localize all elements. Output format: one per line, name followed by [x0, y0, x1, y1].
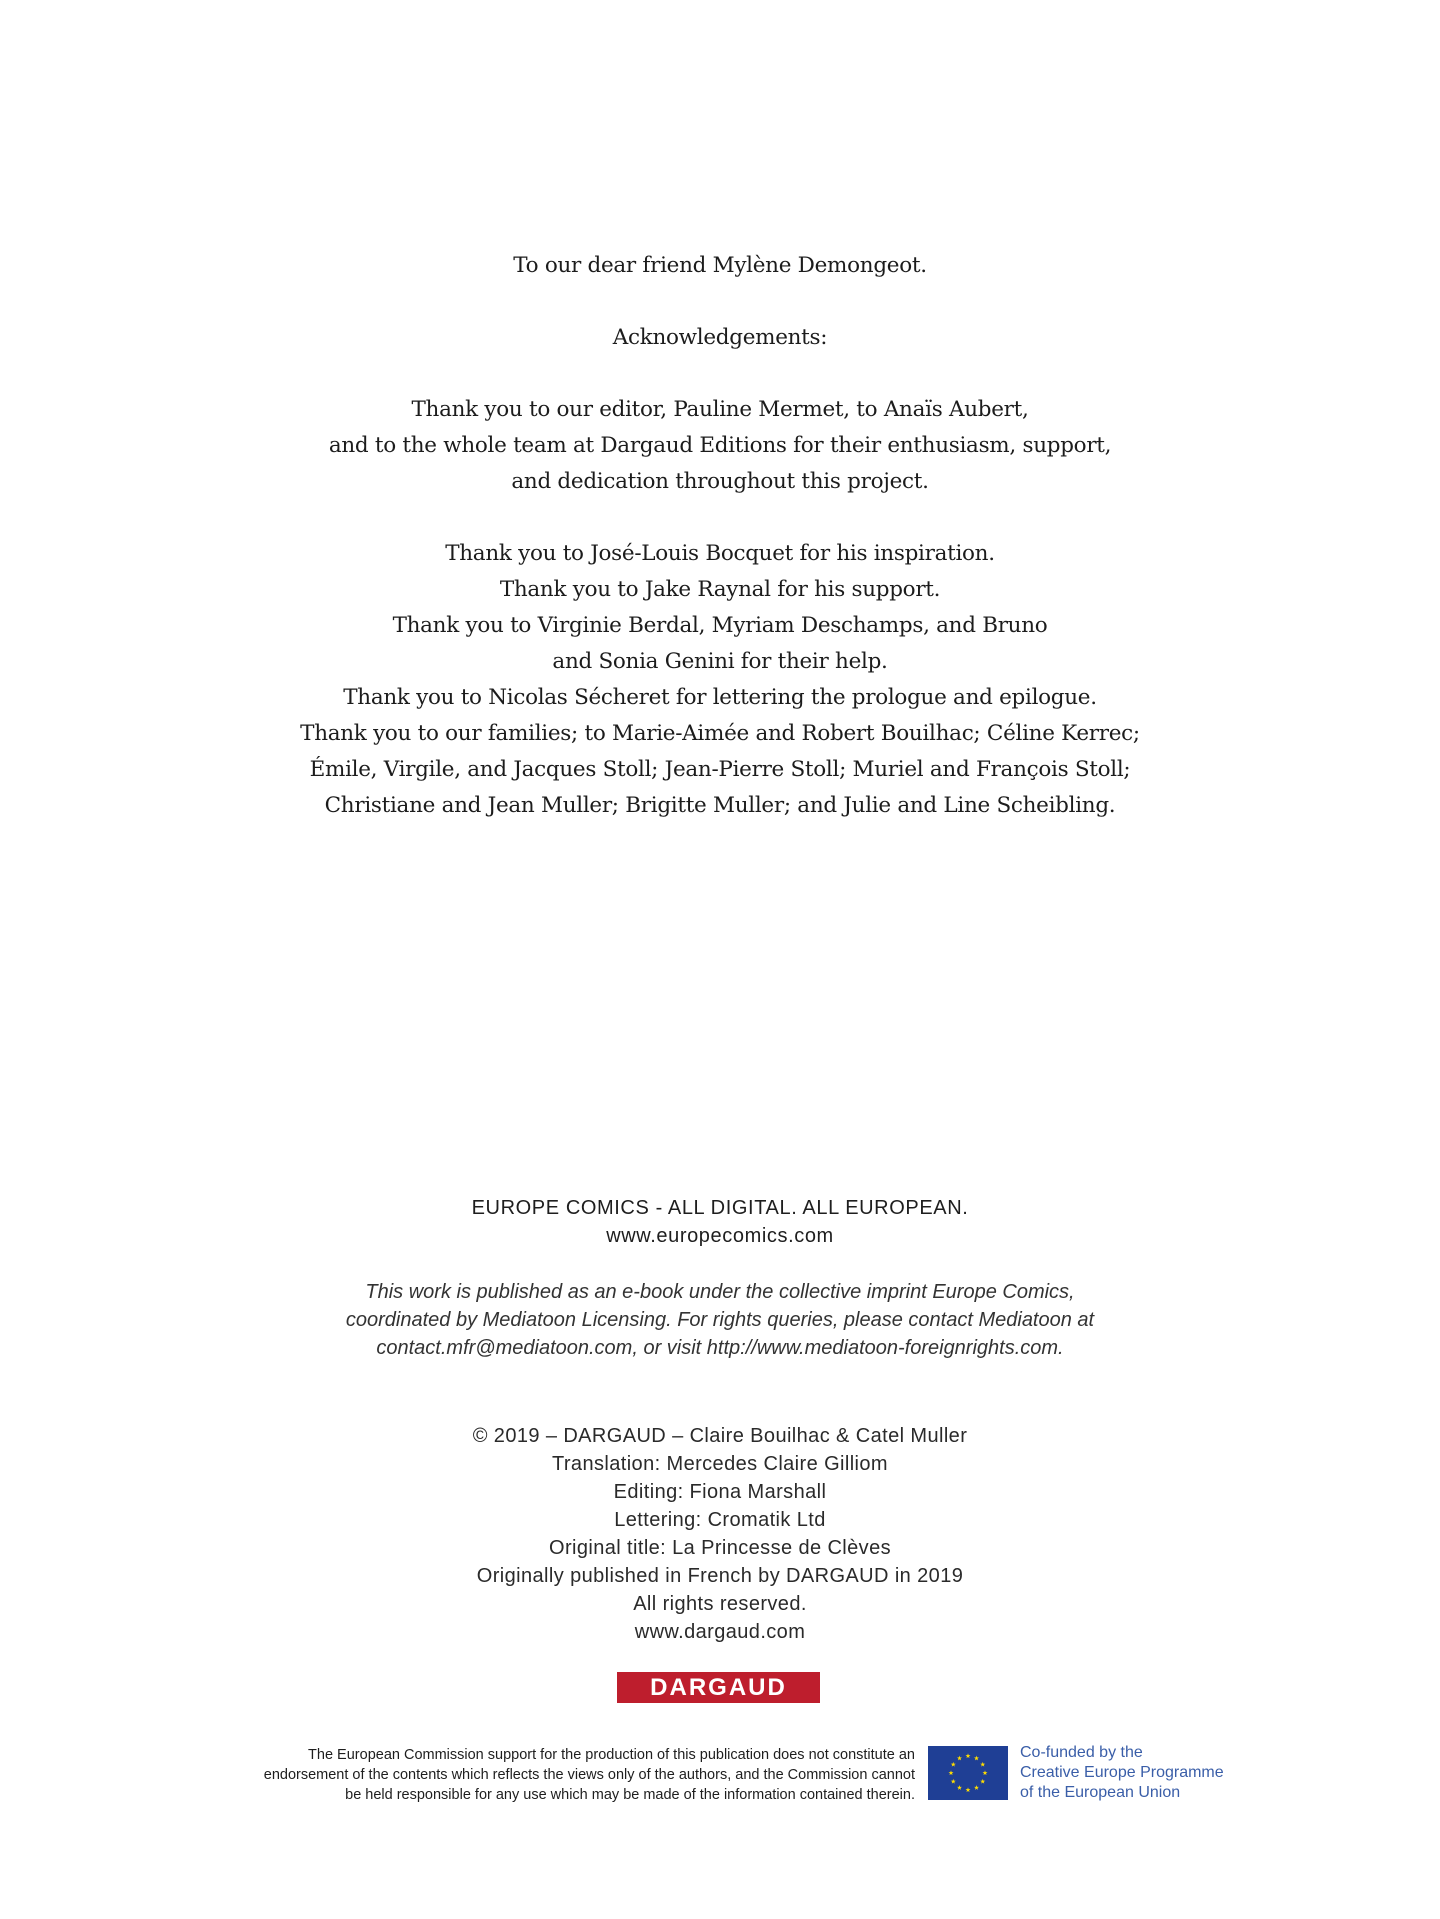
text-line: Christiane and Jean Muller; Brigitte Muller; and Julie and Line Scheibling.: [324, 793, 1116, 818]
text-line: Thank you to José-Louis Bocquet for his inspiration.: [445, 541, 995, 566]
text-line: The European Commission support for the production of this publication does not constitute an: [308, 1747, 915, 1763]
acknowledgements-paragraph-2: [0, 536, 1440, 824]
acknowledgements-heading: [0, 320, 1440, 356]
acknowledgements-paragraph-1: [0, 392, 1440, 500]
original-title: Original title: La Princesse de Clèves: [548, 1537, 892, 1559]
original-publication: Originally published in French by DARGAUD in 2019: [476, 1565, 964, 1587]
text-line: Creative Europe Programme: [1020, 1764, 1224, 1781]
dargaud-url: www.dargaud.com: [634, 1621, 806, 1643]
rights-notice: [0, 1278, 1440, 1362]
text-line: Thank you to our families; to Marie-Aimée and Robert Bouilhac; Céline Kerrec;: [300, 721, 1140, 746]
dargaud-logo: DARGAUD: [617, 1672, 820, 1703]
dedication-text: To our dear friend Mylène Demongeot.: [513, 253, 927, 278]
text-line: of the European Union: [1020, 1784, 1181, 1801]
europe-comics-url: www.europecomics.com: [606, 1225, 834, 1247]
text-line: and dedication throughout this project.: [511, 469, 929, 494]
europe-comics-tagline: EUROPE COMICS - ALL DIGITAL. ALL EUROPEAN.: [471, 1197, 969, 1219]
text-line: Émile, Virgile, and Jacques Stoll; Jean-Pierre Stoll; Muriel and François Stoll;: [309, 757, 1131, 782]
text-line: Thank you to our editor, Pauline Mermet, to Anaïs Aubert,: [411, 397, 1029, 422]
copyright-line: © 2019 – DARGAUD – Claire Bouilhac & Catel Muller: [472, 1425, 968, 1447]
editing-credit: Editing: Fiona Marshall: [613, 1481, 827, 1503]
text-line: and to the whole team at Dargaud Editions for their enthusiasm, support,: [328, 433, 1112, 458]
text-line: Thank you to Jake Raynal for his support.: [499, 577, 941, 602]
europe-comics-block: [0, 1194, 1440, 1250]
text-line: be held responsible for any use which may be made of the information contained therein.: [345, 1787, 915, 1803]
text-line: Co-funded by the: [1020, 1744, 1143, 1761]
credits: [0, 1422, 1440, 1646]
text-line: and Sonia Genini for their help.: [552, 649, 888, 674]
text-line: contact.mfr@mediatoon.com, or visit http://www.mediatoon-foreignrights.com.: [376, 1337, 1064, 1359]
text-line: Thank you to Virginie Berdal, Myriam Deschamps, and Bruno: [392, 613, 1048, 638]
text-line: endorsement of the contents which reflects the views only of the authors, and the Commission cannot: [263, 1767, 915, 1783]
text-line: This work is published as an e-book under the collective imprint Europe Comics,: [365, 1281, 1075, 1303]
acknowledgements-heading-text: Acknowledgements:: [612, 325, 828, 350]
text-line: coordinated by Mediatoon Licensing. For rights queries, please contact Mediatoon at: [345, 1309, 1095, 1331]
eu-funding-label: [1020, 1743, 1224, 1803]
translation-credit: Translation: Mercedes Claire Gilliom: [552, 1453, 888, 1475]
dedication: [0, 248, 1440, 284]
text-line: Thank you to Nicolas Sécheret for lettering the prologue and epilogue.: [343, 685, 1097, 710]
eu-flag-icon: [928, 1746, 1008, 1800]
eu-disclaimer: [150, 1745, 915, 1805]
rights-reserved: All rights reserved.: [633, 1593, 807, 1615]
lettering-credit: Lettering: Cromatik Ltd: [614, 1509, 826, 1531]
